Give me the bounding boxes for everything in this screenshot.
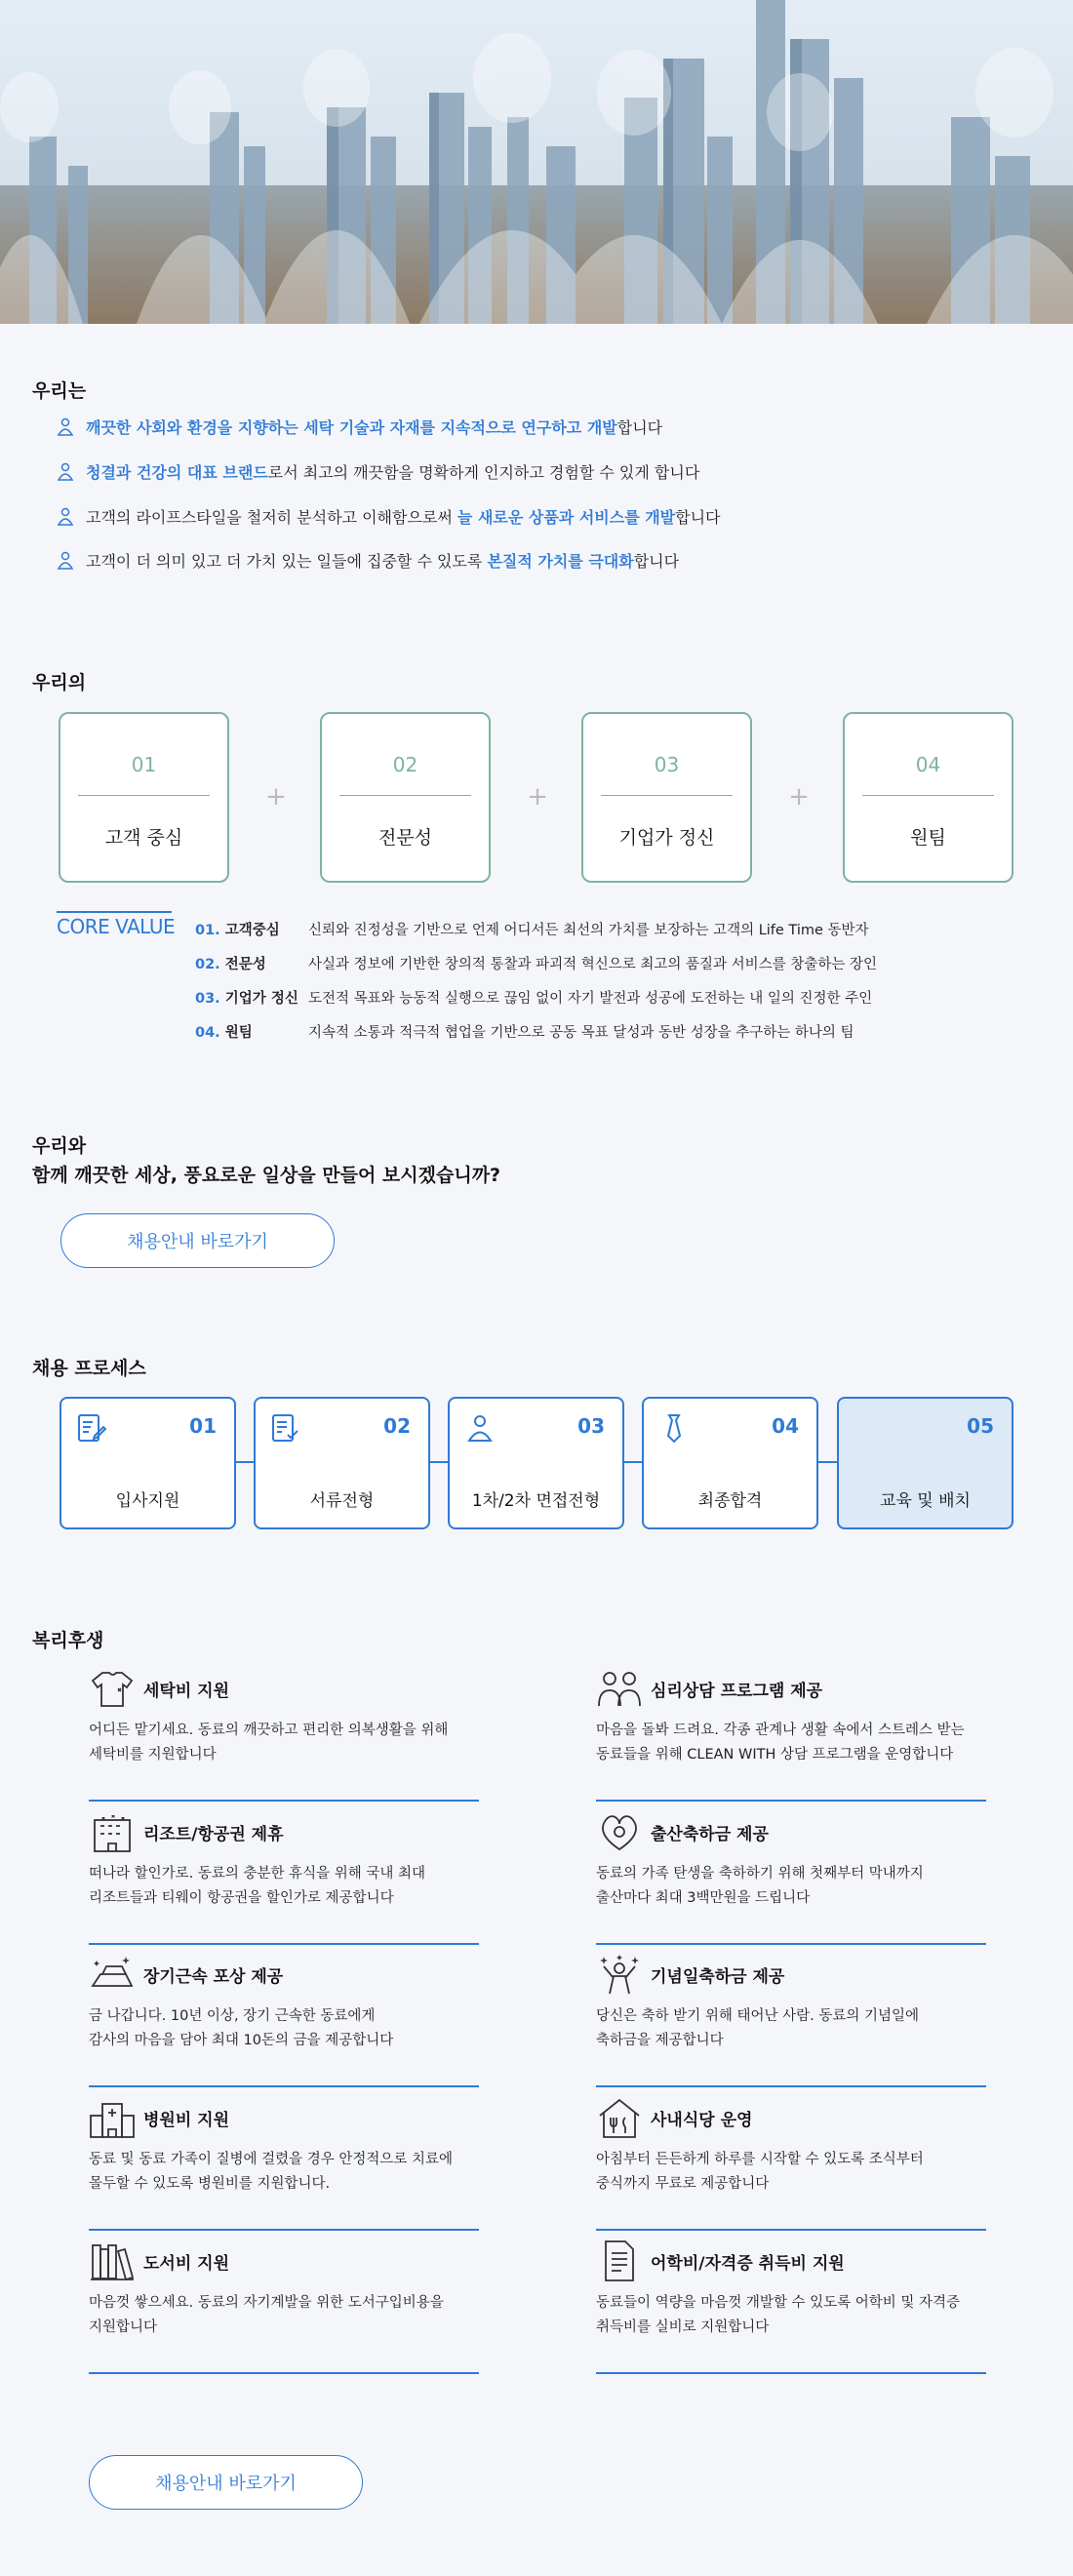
core-value-row: 02. 전문성 사실과 정보에 기반한 창의적 통찰과 파괴적 혁신으로 최고의 품질과 서비스를 창출하는 장인 [195, 957, 877, 972]
welfare-item: 세탁비 지원 어디든 맡기세요. 동료의 깨끗하고 편리한 의복생활을 위해 세탁비를 지원합니다 [89, 1666, 479, 1767]
welfare-divider [596, 1800, 986, 1802]
celebration-icon [596, 1953, 643, 1996]
value-name: 고객 중심 [104, 827, 183, 849]
welfare-divider [596, 2229, 986, 2231]
recruit-guide-button[interactable]: 채용안내 바로가기 [60, 1213, 335, 1268]
value-divider [601, 795, 733, 796]
people-icon [57, 551, 74, 571]
welfare-item: 사내식당 운영 아침부터 든든하게 하루를 시작할 수 있도록 조식부터 중식까지 무료로 제공합니다 [596, 2095, 986, 2197]
process-step-active: 05 교육 및 배치 [837, 1397, 1013, 1529]
value-card [843, 712, 1013, 883]
welfare-divider [89, 1943, 479, 1945]
welfare-item: 병원비 지원 동료 및 동료 가족이 질병에 걸렸을 경우 안정적으로 치료에 몰두할 수 있도록 병원비를 지원합니다. [89, 2095, 479, 2197]
about-item: 고객이 더 의미 있고 더 가치 있는 일들에 집중할 수 있도록 본질적 가치를 극대화합니다 [57, 549, 679, 572]
cafeteria-icon [596, 2096, 643, 2139]
edit-form-icon [77, 1412, 106, 1444]
welfare-divider [596, 1943, 986, 1945]
process-step: 03 1차/2차 면접전형 [448, 1397, 624, 1529]
welfare-divider [89, 2229, 479, 2231]
about-item: 깨끗한 사회와 환경을 지향하는 세탁 기술과 자재를 지속적으로 연구하고 개발합니다 [57, 416, 662, 438]
value-number: 02 [392, 753, 418, 776]
cta-heading: 우리와 함께 깨끗한 세상, 풍요로운 일상을 만들어 보시겠습니까? [32, 1135, 501, 1186]
welfare-item: 도서비 지원 마음껏 쌓으세요. 동료의 자기계발을 위한 도서구입비용을 지원합니다 [89, 2239, 479, 2340]
document-check-icon [271, 1412, 300, 1444]
tshirt-icon [89, 1667, 136, 1710]
value-name: 전문성 [378, 827, 433, 849]
welfare-title: 복리후생 [32, 1630, 104, 1651]
people-icon [57, 507, 74, 527]
plus-sign: + [527, 782, 548, 812]
value-number: 04 [915, 753, 941, 776]
recruit-guide-button-bottom[interactable]: 채용안내 바로가기 [89, 2455, 363, 2510]
welfare-item: 심리상담 프로그램 제공 마음을 돌봐 드려요. 각종 관계나 생활 속에서 스트레스 받는 동료들을 위해 CLEAN WITH 상담 프로그램을 운영합니다 [596, 1666, 986, 1767]
welfare-divider [596, 2085, 986, 2087]
welfare-divider [89, 2085, 479, 2087]
baby-heart-icon [596, 1810, 643, 1853]
core-value-label: CORE VALUE [57, 915, 176, 938]
process-step: 04 최종합격 [642, 1397, 818, 1529]
people-icon [57, 462, 74, 482]
core-value-row: 01. 고객중심 신뢰와 진정성을 기반으로 언제 어디서든 최선의 가치를 보장하는 고객의 Life Time 동반자 [195, 923, 869, 938]
welfare-divider [89, 1800, 479, 1802]
plus-sign: + [265, 782, 287, 812]
core-value-row: 03. 기업가 정신 도전적 목표와 능동적 실행으로 끊임 없이 자기 발전과 성공에 도전하는 내 일의 진정한 주인 [195, 991, 873, 1007]
value-divider [78, 795, 210, 796]
process-title: 채용 프로세스 [32, 1358, 146, 1379]
books-icon [89, 2239, 136, 2282]
welfare-item: 어학비/자격증 취득비 지원 동료들이 역량을 마음껏 개발할 수 있도록 어학비 및 자격증 취득비를 실비로 지원합니다 [596, 2239, 986, 2340]
interview-people-icon [465, 1412, 495, 1444]
value-card [320, 712, 491, 883]
hospital-icon [89, 2096, 136, 2139]
process-step: 02 서류전형 [254, 1397, 430, 1529]
people-icon [57, 417, 74, 437]
value-card [581, 712, 752, 883]
value-number: 01 [131, 753, 157, 776]
welfare-divider [596, 2372, 986, 2374]
about-item: 청결과 건강의 대표 브랜드로서 최고의 깨끗함을 명확하게 인지하고 경험할 수 있게 합니다 [57, 460, 699, 483]
counseling-icon [596, 1667, 643, 1710]
necktie-icon [659, 1412, 689, 1444]
value-divider [339, 795, 471, 796]
hotel-icon [89, 1810, 136, 1853]
process-step: 01 입사지원 [60, 1397, 236, 1529]
about-title: 우리는 [32, 380, 87, 402]
welfare-item: 리조트/항공권 제휴 떠나라 할인가로. 동료의 충분한 휴식을 위해 국내 최대 리조트들과 티웨이 항공권을 할인가로 제공합니다 [89, 1809, 479, 1911]
value-divider [862, 795, 994, 796]
welfare-divider [89, 2372, 479, 2374]
welfare-item: 출산축하금 제공 동료의 가족 탄생을 축하하기 위해 첫째부터 막내까지 출산마다 최대 3백만원을 드립니다 [596, 1809, 986, 1911]
value-name: 원팀 [910, 827, 946, 849]
value-number: 03 [654, 753, 680, 776]
value-card [59, 712, 229, 883]
hero-cityscape-image [0, 0, 1073, 324]
values-title: 우리의 [32, 672, 87, 694]
plus-sign: + [788, 782, 810, 812]
core-value-underline [57, 911, 172, 913]
about-item: 고객의 라이프스타일을 철저히 분석하고 이해함으로써 늘 새로운 상품과 서비스를 개발합니다 [57, 505, 721, 528]
core-value-row: 04. 원팀 지속적 소통과 적극적 협업을 기반으로 공동 목표 달성과 동반 성장을 추구하는 하나의 팀 [195, 1025, 854, 1041]
gold-bar-icon [89, 1953, 136, 1996]
certificate-icon [596, 2239, 643, 2282]
welfare-item: 기념일축하금 제공 당신은 축하 받기 위해 태어난 사람. 동료의 기념일에 축하금을 제공합니다 [596, 1952, 986, 2053]
value-name: 기업가 정신 [618, 827, 715, 849]
welfare-item: 장기근속 포상 제공 금 나갑니다. 10년 이상, 장기 근속한 동료에게 감사의 마음을 담아 최대 10돈의 금을 제공합니다 [89, 1952, 479, 2053]
